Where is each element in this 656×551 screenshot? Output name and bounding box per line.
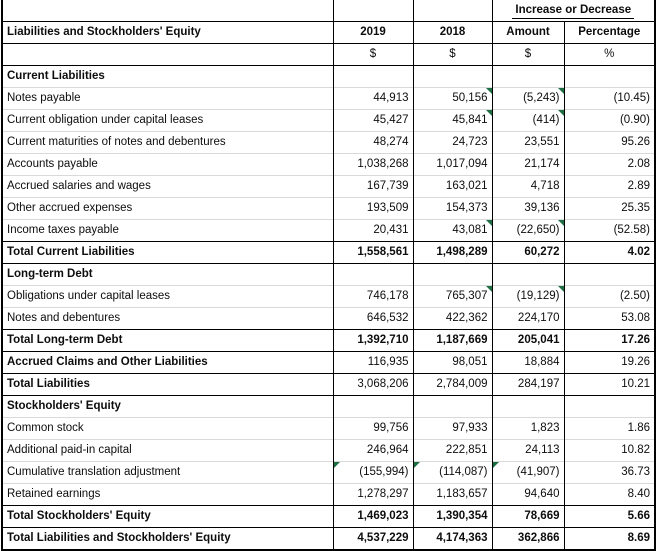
cell-amount[interactable] bbox=[492, 396, 564, 418]
table-row[interactable] bbox=[2, 110, 655, 132]
cell-2018[interactable] bbox=[413, 264, 492, 286]
increase-or-decrease-label: Increase or Decrease bbox=[512, 4, 634, 19]
cell-amount[interactable] bbox=[492, 66, 564, 88]
table-row[interactable] bbox=[2, 352, 655, 374]
cell-2018[interactable]: 163,021 bbox=[413, 176, 492, 198]
table-row[interactable] bbox=[2, 396, 655, 418]
column-header-2019: 2019 bbox=[333, 22, 413, 44]
row-label: Stockholders' Equity bbox=[2, 396, 333, 418]
table-row[interactable] bbox=[2, 198, 655, 220]
cell-percentage[interactable]: (10.45) bbox=[564, 88, 655, 110]
row-label: Accrued Claims and Other Liabilities bbox=[2, 352, 333, 374]
cell-2019[interactable]: 193,509 bbox=[333, 198, 413, 220]
units-2018-cell: $ bbox=[413, 44, 492, 66]
header-blank-2019-cell bbox=[333, 0, 413, 22]
cell-2019[interactable]: 1,558,561 bbox=[333, 242, 413, 264]
cell-2018[interactable]: 1,390,354 bbox=[413, 506, 492, 528]
cell-percentage[interactable]: 5.66 bbox=[564, 506, 655, 528]
header-increase-or-decrease-group bbox=[492, 0, 655, 22]
header-blank-label-cell bbox=[2, 0, 333, 22]
row-label: Total Current Liabilities bbox=[2, 242, 333, 264]
cell-2019[interactable]: 45,427 bbox=[333, 110, 413, 132]
row-label: Total Stockholders' Equity bbox=[2, 506, 333, 528]
row-label: Total Liabilities bbox=[2, 374, 333, 396]
units-percentage-cell: % bbox=[564, 44, 655, 66]
cell-percentage[interactable]: 2.89 bbox=[564, 176, 655, 198]
cell-2019[interactable]: 646,532 bbox=[333, 308, 413, 330]
table-row[interactable] bbox=[2, 374, 655, 396]
cell-2019[interactable]: 48,274 bbox=[333, 132, 413, 154]
cell-amount[interactable]: 60,272 bbox=[492, 242, 564, 264]
row-label: Additional paid-in capital bbox=[2, 440, 333, 462]
table-row[interactable] bbox=[2, 220, 655, 242]
cell-error-marker-icon bbox=[486, 110, 492, 116]
cell-error-marker-icon bbox=[558, 110, 564, 116]
cell-percentage[interactable]: 25.35 bbox=[564, 198, 655, 220]
cell-2018[interactable]: 43,081 bbox=[413, 220, 492, 242]
cell-percentage[interactable]: (2.50) bbox=[564, 286, 655, 308]
row-label: Current Liabilities bbox=[2, 66, 333, 88]
cell-amount[interactable]: 18,884 bbox=[492, 352, 564, 374]
cell-2018[interactable]: 222,851 bbox=[413, 440, 492, 462]
cell-amount[interactable] bbox=[492, 264, 564, 286]
cell-2018[interactable]: 1,498,289 bbox=[413, 242, 492, 264]
cell-amount[interactable]: 205,041 bbox=[492, 330, 564, 352]
cell-percentage[interactable]: 19.26 bbox=[564, 352, 655, 374]
cell-2019[interactable]: 1,038,268 bbox=[333, 154, 413, 176]
cell-2018[interactable]: 24,723 bbox=[413, 132, 492, 154]
cell-percentage[interactable]: 10.82 bbox=[564, 440, 655, 462]
balance-sheet-table bbox=[1, 0, 656, 551]
cell-percentage[interactable] bbox=[564, 66, 655, 88]
row-label: Accounts payable bbox=[2, 154, 333, 176]
cell-amount[interactable]: 284,197 bbox=[492, 374, 564, 396]
cell-error-marker-icon bbox=[486, 88, 492, 94]
table-row[interactable] bbox=[2, 462, 655, 484]
cell-2019[interactable]: 246,964 bbox=[333, 440, 413, 462]
cell-percentage[interactable]: 4.02 bbox=[564, 242, 655, 264]
row-label: Cumulative translation adjustment bbox=[2, 462, 333, 484]
cell-amount[interactable]: 78,669 bbox=[492, 506, 564, 528]
table-row[interactable] bbox=[2, 418, 655, 440]
table-row[interactable] bbox=[2, 66, 655, 88]
cell-2019[interactable] bbox=[333, 396, 413, 418]
cell-amount[interactable]: 362,866 bbox=[492, 528, 564, 551]
table-row[interactable] bbox=[2, 330, 655, 352]
cell-2018[interactable]: 154,373 bbox=[413, 198, 492, 220]
cell-2019[interactable] bbox=[333, 264, 413, 286]
row-label: Total Long-term Debt bbox=[2, 330, 333, 352]
cell-2018[interactable]: 765,307 bbox=[413, 286, 492, 308]
cell-percentage[interactable]: 8.40 bbox=[564, 484, 655, 506]
cell-amount[interactable]: (5,243) bbox=[492, 88, 564, 110]
cell-percentage[interactable]: (52.58) bbox=[564, 220, 655, 242]
cell-error-marker-icon bbox=[414, 462, 420, 468]
table-row[interactable] bbox=[2, 506, 655, 528]
cell-2019[interactable]: 1,469,023 bbox=[333, 506, 413, 528]
units-2019-cell: $ bbox=[333, 44, 413, 66]
cell-2019[interactable]: 3,068,206 bbox=[333, 374, 413, 396]
cell-2018[interactable]: 97,933 bbox=[413, 418, 492, 440]
cell-2018[interactable]: 1,183,657 bbox=[413, 484, 492, 506]
row-label: Retained earnings bbox=[2, 484, 333, 506]
cell-amount[interactable]: 21,174 bbox=[492, 154, 564, 176]
cell-2018[interactable]: 2,784,009 bbox=[413, 374, 492, 396]
cell-2019[interactable]: 20,431 bbox=[333, 220, 413, 242]
row-label: Other accrued expenses bbox=[2, 198, 333, 220]
cell-error-marker-icon bbox=[493, 462, 499, 468]
cell-amount[interactable]: 39,136 bbox=[492, 198, 564, 220]
cell-2019[interactable]: 167,739 bbox=[333, 176, 413, 198]
cell-amount[interactable]: (414) bbox=[492, 110, 564, 132]
cell-error-marker-icon bbox=[558, 220, 564, 226]
cell-percentage[interactable]: (0.90) bbox=[564, 110, 655, 132]
table-row[interactable] bbox=[2, 286, 655, 308]
table-row[interactable] bbox=[2, 440, 655, 462]
column-header-label: Liabilities and Stockholders' Equity bbox=[2, 22, 333, 44]
cell-error-marker-icon bbox=[486, 220, 492, 226]
column-header-percentage: Percentage bbox=[564, 22, 655, 44]
cell-2019[interactable]: (155,994) bbox=[333, 462, 413, 484]
cell-2019[interactable]: 746,178 bbox=[333, 286, 413, 308]
row-label: Total Liabilities and Stockholders' Equity bbox=[2, 528, 333, 551]
cell-amount[interactable]: (19,129) bbox=[492, 286, 564, 308]
units-label-cell bbox=[2, 44, 333, 66]
cell-2019[interactable]: 4,537,229 bbox=[333, 528, 413, 551]
cell-amount[interactable]: 24,113 bbox=[492, 440, 564, 462]
table-row[interactable] bbox=[2, 176, 655, 198]
cell-2019[interactable]: 116,935 bbox=[333, 352, 413, 374]
header-blank-2018-cell bbox=[413, 0, 492, 22]
cell-2018[interactable]: (114,087) bbox=[413, 462, 492, 484]
cell-amount[interactable]: 23,551 bbox=[492, 132, 564, 154]
cell-2018[interactable]: 1,187,669 bbox=[413, 330, 492, 352]
cell-error-marker-icon bbox=[334, 462, 340, 468]
cell-percentage[interactable] bbox=[564, 264, 655, 286]
row-label: Notes payable bbox=[2, 88, 333, 110]
cell-amount[interactable]: 4,718 bbox=[492, 176, 564, 198]
cell-error-marker-icon bbox=[486, 286, 492, 292]
cell-2018[interactable] bbox=[413, 66, 492, 88]
cell-percentage[interactable]: 8.69 bbox=[564, 528, 655, 551]
table-row[interactable] bbox=[2, 88, 655, 110]
table-row[interactable] bbox=[2, 154, 655, 176]
row-label: Current maturities of notes and debentures bbox=[2, 132, 333, 154]
cell-percentage[interactable]: 36.73 bbox=[564, 462, 655, 484]
cell-percentage[interactable] bbox=[564, 396, 655, 418]
cell-amount[interactable]: (41,907) bbox=[492, 462, 564, 484]
cell-2018[interactable]: 98,051 bbox=[413, 352, 492, 374]
table-row[interactable] bbox=[2, 132, 655, 154]
cell-amount[interactable]: 1,823 bbox=[492, 418, 564, 440]
cell-error-marker-icon bbox=[558, 286, 564, 292]
units-amount-cell: $ bbox=[492, 44, 564, 66]
table-row[interactable] bbox=[2, 308, 655, 330]
column-header-amount: Amount bbox=[492, 22, 564, 44]
row-label: Accrued salaries and wages bbox=[2, 176, 333, 198]
cell-amount[interactable]: 224,170 bbox=[492, 308, 564, 330]
column-header-2018: 2018 bbox=[413, 22, 492, 44]
header-units-row bbox=[2, 44, 655, 66]
table-row[interactable] bbox=[2, 484, 655, 506]
cell-percentage[interactable]: 95.26 bbox=[564, 132, 655, 154]
cell-2018[interactable]: 422,362 bbox=[413, 308, 492, 330]
cell-2019[interactable] bbox=[333, 66, 413, 88]
cell-2018[interactable]: 45,841 bbox=[413, 110, 492, 132]
cell-2019[interactable]: 44,913 bbox=[333, 88, 413, 110]
cell-2018[interactable]: 1,017,094 bbox=[413, 154, 492, 176]
header-columns-row bbox=[2, 22, 655, 44]
cell-error-marker-icon bbox=[558, 88, 564, 94]
cell-2018[interactable]: 4,174,363 bbox=[413, 528, 492, 551]
cell-2018[interactable] bbox=[413, 396, 492, 418]
cell-percentage[interactable]: 10.21 bbox=[564, 374, 655, 396]
cell-percentage[interactable]: 53.08 bbox=[564, 308, 655, 330]
header-group-row bbox=[2, 0, 655, 22]
table-row[interactable] bbox=[2, 242, 655, 264]
row-label: Notes and debentures bbox=[2, 308, 333, 330]
row-label: Income taxes payable bbox=[2, 220, 333, 242]
cell-2019[interactable]: 1,278,297 bbox=[333, 484, 413, 506]
cell-amount[interactable]: (22,650) bbox=[492, 220, 564, 242]
table-row[interactable] bbox=[2, 528, 655, 551]
cell-percentage[interactable]: 1.86 bbox=[564, 418, 655, 440]
row-label: Current obligation under capital leases bbox=[2, 110, 333, 132]
row-label: Long-term Debt bbox=[2, 264, 333, 286]
cell-2019[interactable]: 1,392,710 bbox=[333, 330, 413, 352]
cell-2018[interactable]: 50,156 bbox=[413, 88, 492, 110]
cell-percentage[interactable]: 2.08 bbox=[564, 154, 655, 176]
cell-amount[interactable]: 94,640 bbox=[492, 484, 564, 506]
cell-2019[interactable]: 99,756 bbox=[333, 418, 413, 440]
row-label: Obligations under capital leases bbox=[2, 286, 333, 308]
row-label: Common stock bbox=[2, 418, 333, 440]
cell-percentage[interactable]: 17.26 bbox=[564, 330, 655, 352]
table-row[interactable] bbox=[2, 264, 655, 286]
